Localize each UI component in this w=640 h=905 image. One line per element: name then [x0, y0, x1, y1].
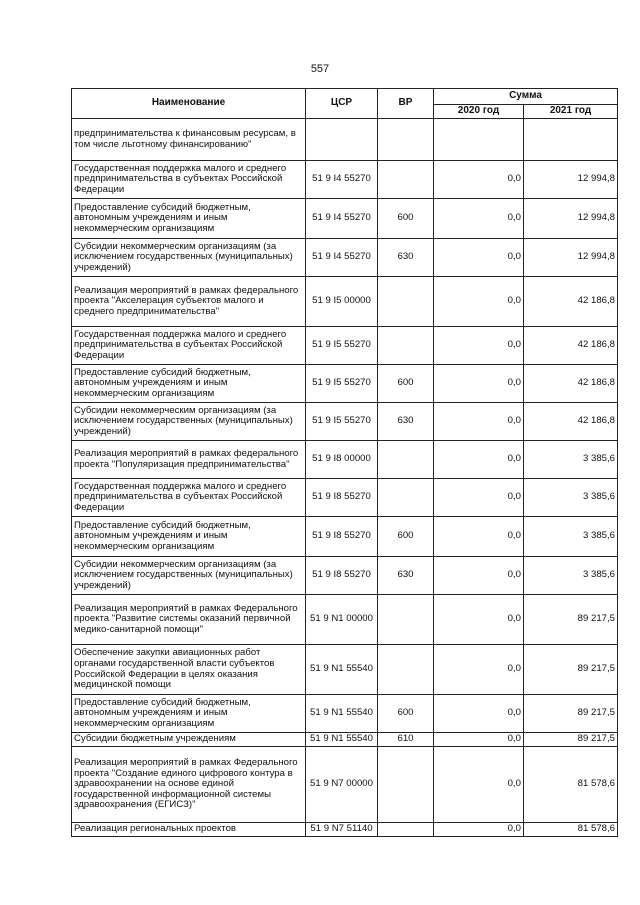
- table-row: [72, 733, 618, 747]
- table-row: [72, 365, 618, 403]
- row-value-2021: 12 994,8: [524, 161, 618, 199]
- table-row: [72, 517, 618, 557]
- row-value-2020: 0,0: [434, 517, 524, 557]
- row-vr: 600: [378, 199, 434, 239]
- row-value-2020: 0,0: [434, 199, 524, 239]
- row-value-2021: [524, 119, 618, 161]
- row-value-2021: 89 217,5: [524, 595, 618, 645]
- row-value-2020: 0,0: [434, 403, 524, 441]
- header-year-2021: 2021 год: [524, 105, 618, 119]
- header-sum: Сумма: [434, 89, 618, 105]
- row-csr: 51 9 N1 00000: [306, 595, 378, 645]
- row-vr: [378, 441, 434, 479]
- row-name: Государственная поддержка малого и среднего предпринимательства в субъектах Российской Федерации: [72, 479, 306, 517]
- row-name: Реализация мероприятий в рамках федерального проекта "Популяризация предпринимательства": [72, 441, 306, 479]
- row-csr: 51 9 N1 55540: [306, 645, 378, 695]
- row-csr: 51 9 I4 55270: [306, 239, 378, 277]
- row-csr: 51 9 I5 55270: [306, 403, 378, 441]
- row-value-2021: 3 385,6: [524, 557, 618, 595]
- row-value-2021: 89 217,5: [524, 733, 618, 747]
- header-name: Наименование: [72, 89, 306, 119]
- row-value-2020: 0,0: [434, 557, 524, 595]
- row-csr: 51 9 I8 55270: [306, 557, 378, 595]
- row-vr: 630: [378, 239, 434, 277]
- row-name: Предоставление субсидий бюджетным, автономным учреждениям и иным некоммерческим организациям: [72, 695, 306, 733]
- row-vr: 600: [378, 517, 434, 557]
- table-row: [72, 277, 618, 327]
- table-row: [72, 161, 618, 199]
- row-value-2021: 3 385,6: [524, 441, 618, 479]
- row-value-2020: 0,0: [434, 239, 524, 277]
- header-csr: ЦСР: [306, 89, 378, 119]
- row-name: Субсидии бюджетным учреждениям: [72, 733, 306, 747]
- row-vr: [378, 161, 434, 199]
- row-value-2021: 12 994,8: [524, 199, 618, 239]
- row-name: Реализация мероприятий в рамках Федерального проекта "Развитие системы оказаний первичной медико-санитарной помощи": [72, 595, 306, 645]
- table-row: [72, 595, 618, 645]
- row-name: Субсидии некоммерческим организациям (за исключением государственных (муниципальных) учреждений): [72, 557, 306, 595]
- row-vr: 630: [378, 557, 434, 595]
- row-value-2020: 0,0: [434, 747, 524, 823]
- row-vr: 600: [378, 365, 434, 403]
- row-name: Предоставление субсидий бюджетным, автономным учреждениям и иным некоммерческим организациям: [72, 365, 306, 403]
- table-row: [72, 119, 618, 161]
- row-csr: 51 9 I5 55270: [306, 365, 378, 403]
- row-csr: 51 9 N1 55540: [306, 695, 378, 733]
- row-value-2021: 89 217,5: [524, 645, 618, 695]
- row-value-2020: 0,0: [434, 595, 524, 645]
- row-csr: 51 9 I5 00000: [306, 277, 378, 327]
- table-row: [72, 199, 618, 239]
- row-name: Субсидии некоммерческим организациям (за исключением государственных (муниципальных) учреждений): [72, 403, 306, 441]
- budget-table: [71, 88, 618, 837]
- row-value-2020: 0,0: [434, 695, 524, 733]
- table-row: [72, 403, 618, 441]
- row-value-2021: 12 994,8: [524, 239, 618, 277]
- row-value-2021: 42 186,8: [524, 327, 618, 365]
- table-row: [72, 823, 618, 837]
- row-value-2020: 0,0: [434, 365, 524, 403]
- page-number: 557: [310, 63, 330, 75]
- row-value-2021: 81 578,6: [524, 823, 618, 837]
- header-year-2020: 2020 год: [434, 105, 524, 119]
- row-name: Реализация мероприятий в рамках Федерального проекта "Создание единого цифрового контура в здравоохранении на основе единой государственной информационной системы здравоохранения (ЕГИСЗ)": [72, 747, 306, 823]
- row-csr: 51 9 N7 51140: [306, 823, 378, 837]
- row-value-2021: 89 217,5: [524, 695, 618, 733]
- row-value-2020: 0,0: [434, 441, 524, 479]
- row-name: Государственная поддержка малого и среднего предпринимательства в субъектах Российской Федерации: [72, 327, 306, 365]
- row-csr: 51 9 I4 55270: [306, 161, 378, 199]
- table-row: [72, 441, 618, 479]
- row-vr: 610: [378, 733, 434, 747]
- row-value-2021: 3 385,6: [524, 479, 618, 517]
- row-vr: [378, 119, 434, 161]
- row-value-2021: 42 186,8: [524, 403, 618, 441]
- row-name: Обеспечение закупки авиационных работ органами государственной власти субъектов Российской Федерации в целях оказания медицинской помощи: [72, 645, 306, 695]
- table-row: [72, 239, 618, 277]
- row-value-2020: 0,0: [434, 479, 524, 517]
- row-name: Предоставление субсидий бюджетным, автономным учреждениям и иным некоммерческим организациям: [72, 199, 306, 239]
- row-value-2020: 0,0: [434, 645, 524, 695]
- table-row: [72, 327, 618, 365]
- row-csr: [306, 119, 378, 161]
- row-value-2021: 42 186,8: [524, 365, 618, 403]
- row-csr: 51 9 I8 55270: [306, 517, 378, 557]
- row-value-2020: 0,0: [434, 161, 524, 199]
- row-value-2021: 81 578,6: [524, 747, 618, 823]
- row-value-2020: 0,0: [434, 733, 524, 747]
- row-csr: 51 9 I4 55270: [306, 199, 378, 239]
- row-value-2020: 0,0: [434, 277, 524, 327]
- row-value-2021: 42 186,8: [524, 277, 618, 327]
- row-vr: 600: [378, 695, 434, 733]
- row-vr: 630: [378, 403, 434, 441]
- row-vr: [378, 277, 434, 327]
- row-name: Субсидии некоммерческим организациям (за исключением государственных (муниципальных) учреждений): [72, 239, 306, 277]
- row-csr: 51 9 N1 55540: [306, 733, 378, 747]
- row-name: предпринимательства к финансовым ресурсам, в том числе льготному финансированию": [72, 119, 306, 161]
- header-vr: ВР: [378, 89, 434, 119]
- row-value-2021: 3 385,6: [524, 517, 618, 557]
- table-row: [72, 557, 618, 595]
- table-row: [72, 695, 618, 733]
- row-vr: [378, 479, 434, 517]
- row-name: Государственная поддержка малого и среднего предпринимательства в субъектах Российской Федерации: [72, 161, 306, 199]
- row-name: Реализация мероприятий в рамках федерального проекта "Акселерация субъектов малого и среднего предпринимательства": [72, 277, 306, 327]
- row-name: Предоставление субсидий бюджетным, автономным учреждениям и иным некоммерческим организациям: [72, 517, 306, 557]
- row-value-2020: 0,0: [434, 327, 524, 365]
- row-value-2020: [434, 119, 524, 161]
- row-csr: 51 9 I5 55270: [306, 327, 378, 365]
- table-row: [72, 479, 618, 517]
- row-name: Реализация региональных проектов: [72, 823, 306, 837]
- table-row: [72, 645, 618, 695]
- table-row: [72, 747, 618, 823]
- row-csr: 51 9 N7 00000: [306, 747, 378, 823]
- row-vr: [378, 823, 434, 837]
- row-csr: 51 9 I8 00000: [306, 441, 378, 479]
- row-csr: 51 9 I8 55270: [306, 479, 378, 517]
- row-vr: [378, 595, 434, 645]
- row-vr: [378, 747, 434, 823]
- row-vr: [378, 327, 434, 365]
- row-vr: [378, 645, 434, 695]
- row-value-2020: 0,0: [434, 823, 524, 837]
